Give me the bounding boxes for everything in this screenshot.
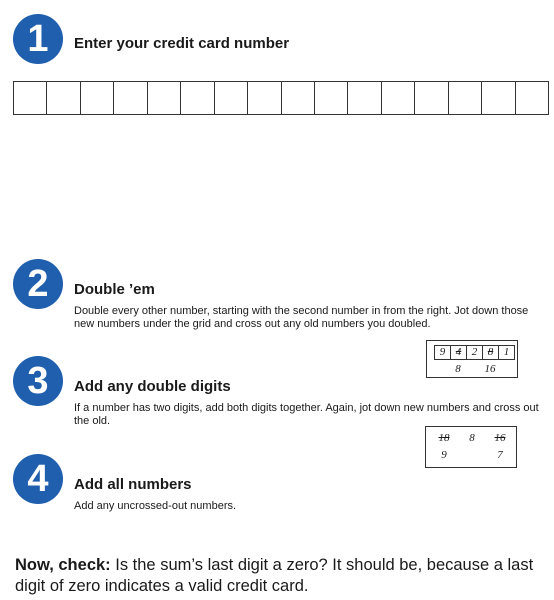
card-digit-cell[interactable] <box>315 82 348 114</box>
example-new-number <box>498 363 514 376</box>
add-digits-example-old <box>430 432 516 445</box>
check-instructions <box>15 555 545 597</box>
example-old-number: 18 <box>438 432 450 444</box>
example-digit: 4 <box>450 345 467 360</box>
step-2-description: Double every other number, starting with the second number in from the right. Jot down those new numbers under the grid and cross out any old numbers you doubled. <box>74 305 529 330</box>
add-digits-example-new <box>430 449 516 462</box>
example-digit: 9 <box>434 345 451 360</box>
check-lead: Now, check: <box>15 556 111 574</box>
example-summed-digit: 9 <box>441 449 447 461</box>
example-new-number <box>434 363 450 376</box>
step-3-title: Add any double digits <box>74 378 231 395</box>
card-digit-cell[interactable] <box>482 82 515 114</box>
example-new-number: 8 <box>455 363 461 375</box>
card-digit-cell[interactable] <box>415 82 448 114</box>
step-2-number-badge: 2 <box>13 259 63 309</box>
check-text: Is the sum’s last digit a zero? It should be, because a last digit of zero indicates a valid credit card. <box>15 556 534 595</box>
example-old-number: 16 <box>494 432 506 444</box>
double-example-digits <box>434 345 517 360</box>
example-summed-digit <box>458 449 486 462</box>
example-summed-digit: 7 <box>497 449 503 461</box>
step-1-title: Enter your credit card number <box>74 35 290 52</box>
card-digit-cell[interactable] <box>248 82 281 114</box>
card-digit-cell[interactable] <box>148 82 181 114</box>
double-example-box <box>426 340 518 378</box>
card-digit-cell[interactable] <box>449 82 482 114</box>
card-digit-cell[interactable] <box>516 82 548 114</box>
example-digit: 8 <box>482 345 499 360</box>
step-1-number-badge: 1 <box>13 14 63 64</box>
card-digit-cell[interactable] <box>282 82 315 114</box>
step-3-number-badge: 3 <box>13 356 63 406</box>
step-4-number-badge: 4 <box>13 454 63 504</box>
example-digit: 1 <box>498 345 515 360</box>
card-digit-cell[interactable] <box>114 82 147 114</box>
card-digit-cell[interactable] <box>348 82 381 114</box>
card-digit-cell[interactable] <box>181 82 214 114</box>
step-2-title: Double ’em <box>74 281 155 298</box>
card-digit-cell[interactable] <box>47 82 80 114</box>
card-digit-cell[interactable] <box>215 82 248 114</box>
step-4-title: Add all numbers <box>74 476 192 493</box>
step-4-description: Add any uncrossed-out numbers. <box>74 500 237 512</box>
example-digit: 2 <box>466 345 483 360</box>
card-digit-cell[interactable] <box>14 82 47 114</box>
example-new-number <box>466 363 482 376</box>
card-digit-cell[interactable] <box>382 82 415 114</box>
credit-card-number-grid <box>13 81 549 115</box>
step-3-description: If a number has two digits, add both digits together. Again, jot down new numbers and cross out the old. <box>74 402 539 427</box>
example-old-number: 8 <box>469 432 475 444</box>
add-digits-example-box <box>425 426 517 468</box>
card-digit-cell[interactable] <box>81 82 114 114</box>
double-example-new-numbers <box>434 363 517 376</box>
example-new-number: 16 <box>484 363 496 375</box>
